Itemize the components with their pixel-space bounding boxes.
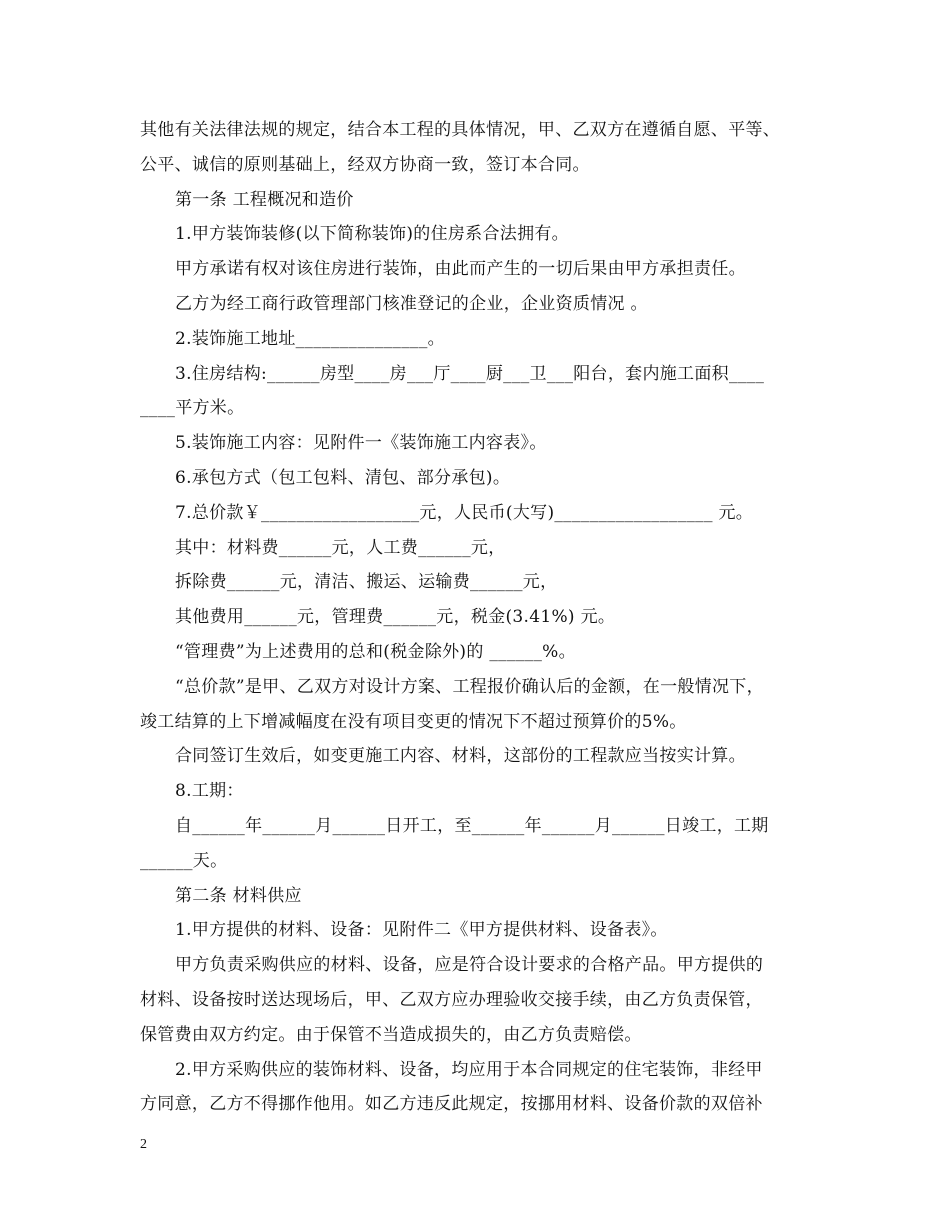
text-line: 公平、诚信的原则基础上，经双方协商一致，签订本合同。 <box>140 154 590 175</box>
text-line: 保管费由双方约定。由于保管不当造成损失的，由乙方负责赔偿。 <box>140 1024 642 1045</box>
text-line: 7.总价款￥__________________元，人民币(大写)__________________ 元。 <box>175 502 754 523</box>
text-line: 方同意，乙方不得挪作他用。如乙方违反此规定，按挪用材料、设备价款的双倍补 <box>140 1094 763 1115</box>
text-line: 8.工期： <box>175 781 244 802</box>
text-line: 2.装饰施工地址_______________。 <box>175 328 445 349</box>
text-line: 竣工结算的上下增减幅度在没有项目变更的情况下不超过预算价的5%。 <box>140 711 687 732</box>
text-line: 乙方为经工商行政管理部门核准登记的企业，企业资质情况 。 <box>175 293 648 314</box>
text-line: 1.甲方装饰装修(以下简称装饰)的住房系合法拥有。 <box>175 224 569 245</box>
text-line: 6.承包方式（包工包料、清包、部分承包)。 <box>175 467 511 488</box>
text-line: 1.甲方提供的材料、设备：见附件二《甲方提供材料、设备表》。 <box>175 920 668 941</box>
text-line: 其他有关法律法规的规定，结合本工程的具体情况，甲、乙双方在遵循自愿、平等、 <box>140 120 781 140</box>
text-line: “总价款”是甲、乙双方对设计方案、工程报价确认后的金额，在一般情况下， <box>175 676 764 697</box>
text-line: 其中：材料费______元，人工费______元， <box>175 537 506 558</box>
text-line: 3.住房结构:______房型____房___厅____厨___卫___阳台，套内施工面积____ <box>175 363 765 384</box>
text-line: 自______年______月______日开工，至______年______月______日竣工，工期 <box>175 815 769 836</box>
document-body <box>140 113 830 1122</box>
text-line: 拆除费______元，清洁、搬运、运输费______元， <box>175 572 558 593</box>
text-line: ____平方米。 <box>140 398 245 419</box>
text-line: 其他费用______元，管理费______元，税金(3.41%) 元。 <box>175 607 616 628</box>
text-line: 甲方负责采购供应的材料、设备，应是符合设计要求的合格产品。甲方提供的 <box>175 955 764 976</box>
page-number: 2 <box>140 1137 147 1152</box>
text-line: ______天。 <box>140 850 228 871</box>
text-line: 合同签订生效后，如变更施工内容、材料，这部份的工程款应当按实计算。 <box>175 746 746 767</box>
text-line: 第一条 工程概况和造价 <box>175 189 354 210</box>
text-line: 2.甲方采购供应的装饰材料、设备，均应用于本合同规定的住宅装饰，非经甲 <box>175 1059 763 1080</box>
text-line: 材料、设备按时送达现场后，甲、乙双方应办理验收交接手续，由乙方负责保管， <box>140 989 763 1010</box>
text-line: 第二条 材料供应 <box>175 885 302 906</box>
text-line: “管理费”为上述费用的总和(税金除外)的 ______%。 <box>175 641 576 662</box>
text-line: 5.装饰施工内容：见附件一《装饰施工内容表》。 <box>175 433 547 454</box>
text-line: 甲方承诺有权对该住房进行装饰，由此而产生的一切后果由甲方承担责任。 <box>175 259 746 280</box>
